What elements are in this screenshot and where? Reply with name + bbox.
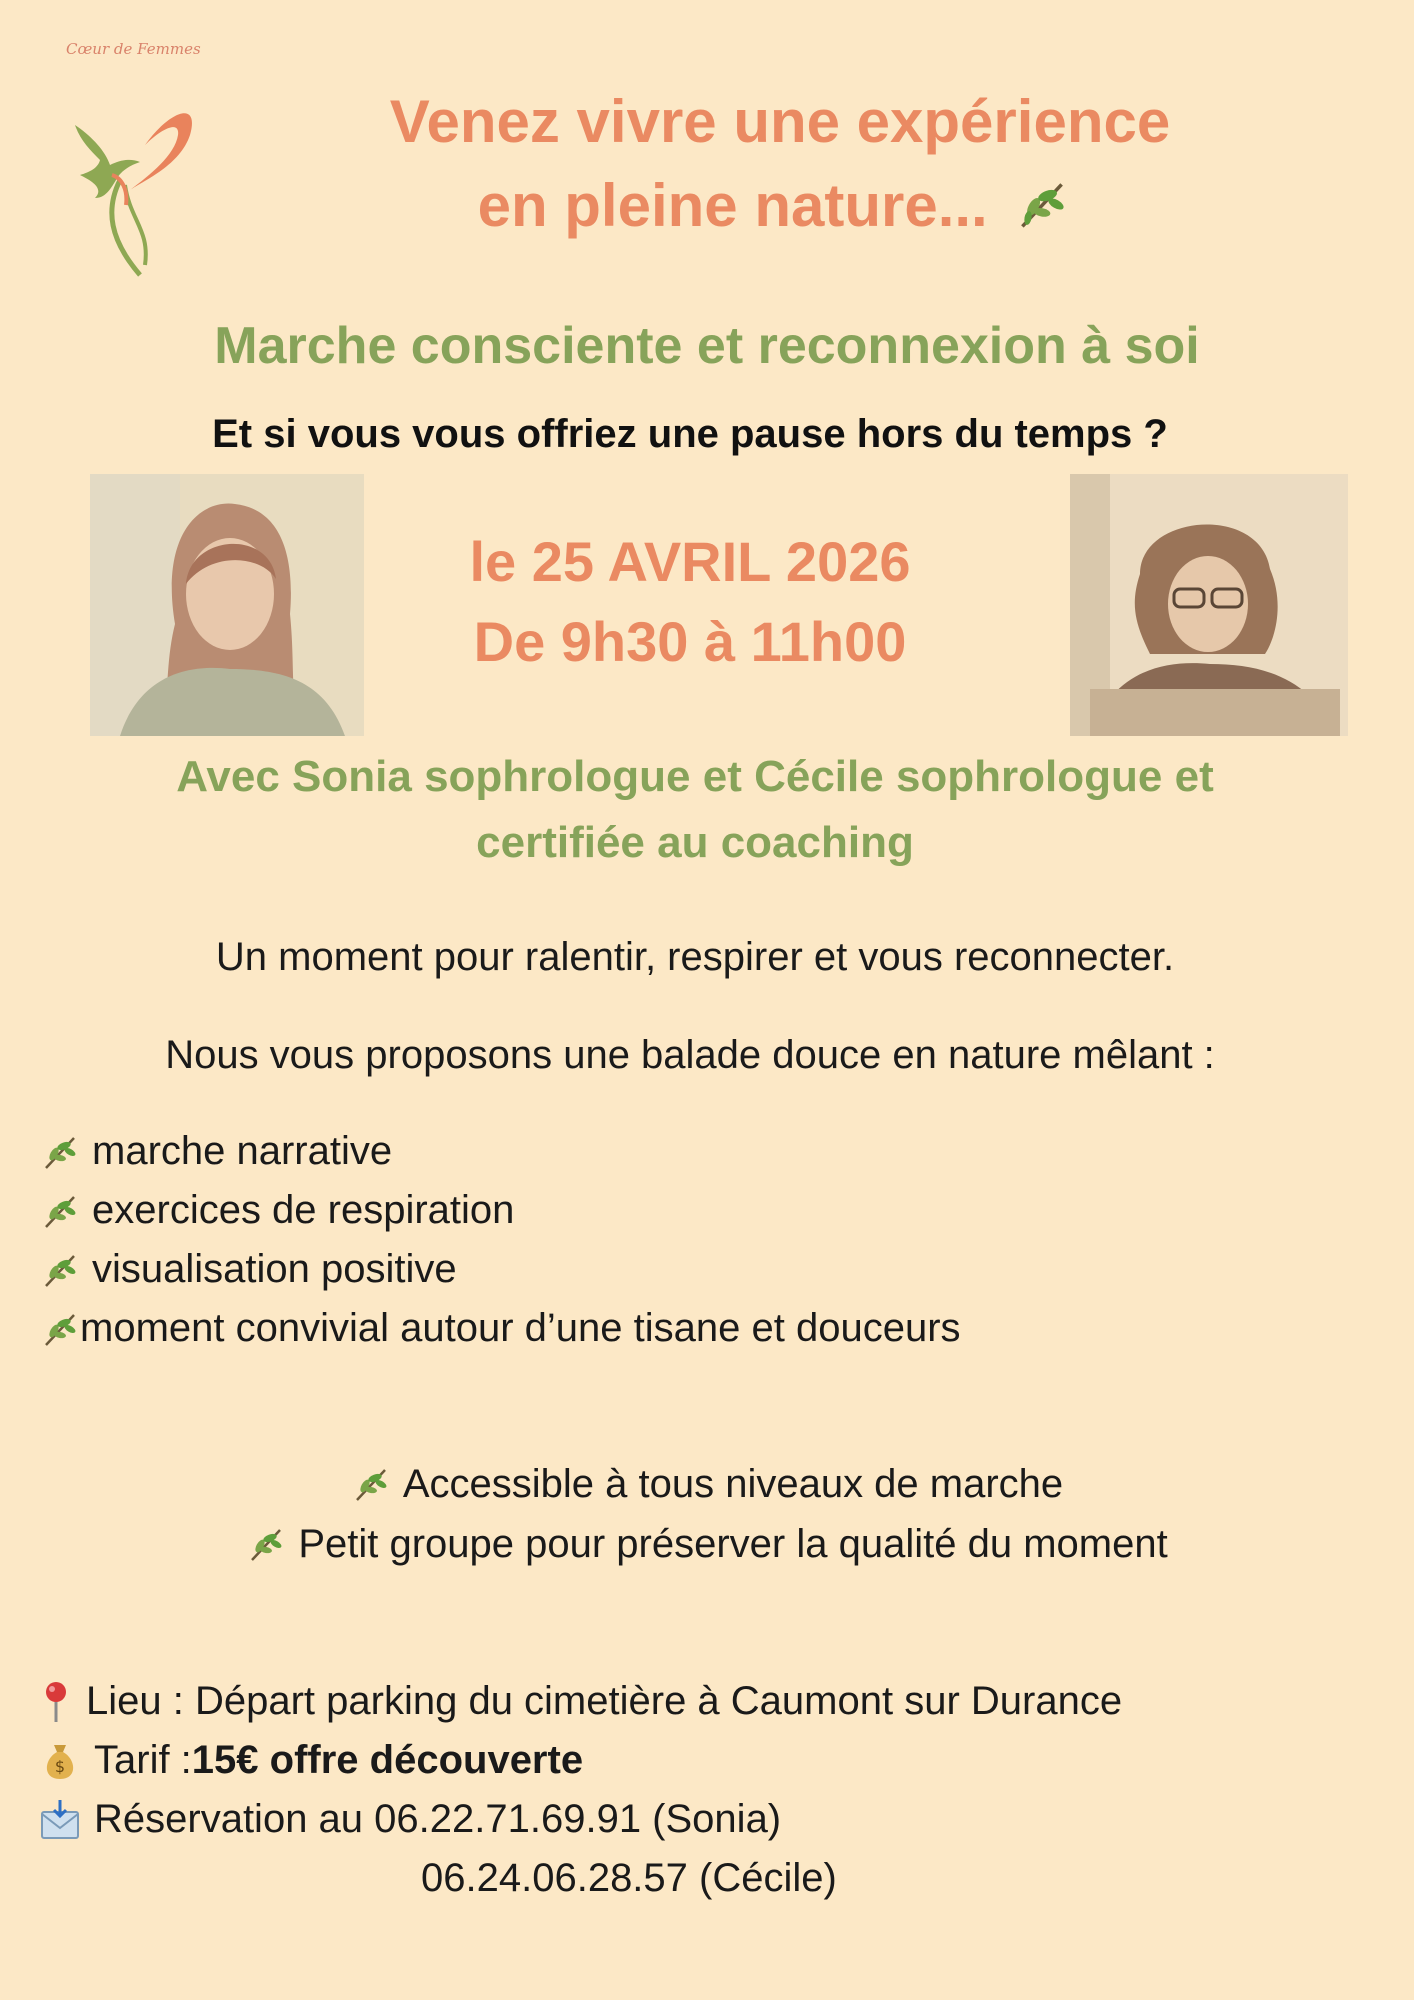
- event-day: le 25 AVRIL 2026: [469, 530, 911, 593]
- olive-branch-icon: [40, 1191, 80, 1231]
- activity-text: visualisation positive: [92, 1247, 457, 1291]
- activity-text: exercices de respiration: [92, 1188, 515, 1232]
- list-item: [40, 1181, 1340, 1240]
- practical-info: [38, 1672, 1378, 1908]
- activity-text: marche narrative: [92, 1129, 393, 1173]
- hummingbird-logo: [50, 80, 210, 280]
- activity-text: moment convivial autour d’une tisane et douceurs: [80, 1306, 961, 1350]
- olive-branch-icon: [40, 1132, 80, 1172]
- title-line-2-text: en pleine nature...: [477, 172, 988, 239]
- olive-branch-icon: [1014, 176, 1070, 232]
- photo-sonia: [90, 474, 364, 736]
- title-line-2: [230, 164, 1330, 248]
- event-date: [400, 522, 980, 682]
- highlight-text: Accessible à tous niveaux de marche: [402, 1462, 1064, 1506]
- hosts-line-1: Avec Sonia sophrologue et Cécile sophrologue et: [176, 752, 1214, 801]
- highlights: [0, 1454, 1414, 1574]
- intro-paragraph-2: Nous vous proposons une balade douce en nature mêlant :: [165, 1033, 1215, 1077]
- price-label: Tarif :: [94, 1738, 192, 1782]
- tagline-question: Et si vous vous offriez une pause hors du temps ?: [212, 412, 1168, 456]
- svg-text:$: $: [54, 1756, 66, 1776]
- phone-secondary: 06.24.06.28.57 (Cécile): [421, 1856, 837, 1900]
- title-line-1: Venez vivre une expérience: [389, 88, 1171, 155]
- olive-branch-icon: [40, 1309, 80, 1349]
- event-time: De 9h30 à 11h00: [473, 610, 907, 673]
- olive-branch-icon: [40, 1250, 80, 1290]
- photo-cecile: [1070, 474, 1348, 736]
- location-row: [38, 1672, 1378, 1731]
- olive-branch-icon: [351, 1464, 391, 1504]
- list-item: [40, 1122, 1340, 1181]
- intro-paragraph-1: Un moment pour ralentir, respirer et vous reconnecter.: [215, 935, 1175, 979]
- brand-name: Cœur de Femmes: [66, 40, 201, 58]
- location-text: Lieu : Départ parking du cimetière à Caumont sur Durance: [86, 1679, 1123, 1723]
- highlight-text: Petit groupe pour préserver la qualité du moment: [298, 1522, 1168, 1566]
- hosts-line-2: certifiée au coaching: [476, 818, 914, 867]
- list-item: [40, 1299, 1340, 1358]
- subtitle: Marche consciente et reconnexion à soi: [214, 317, 1200, 375]
- page-title: [230, 80, 1330, 248]
- reservation-text: Réservation au 06.22.71.69.91 (Sonia): [94, 1797, 782, 1841]
- list-item: [0, 1514, 1414, 1574]
- activities-list: [40, 1122, 1340, 1358]
- price-row: [38, 1731, 1378, 1790]
- reservation-row: [38, 1790, 1378, 1849]
- olive-branch-icon: [246, 1524, 286, 1564]
- price-value: 15€ offre découverte: [191, 1738, 584, 1782]
- map-pin-icon: [38, 1680, 74, 1724]
- envelope-icon: [38, 1798, 82, 1842]
- money-bag-icon: [38, 1739, 82, 1783]
- list-item: [0, 1454, 1414, 1514]
- list-item: [40, 1240, 1340, 1299]
- hosts: [80, 744, 1310, 876]
